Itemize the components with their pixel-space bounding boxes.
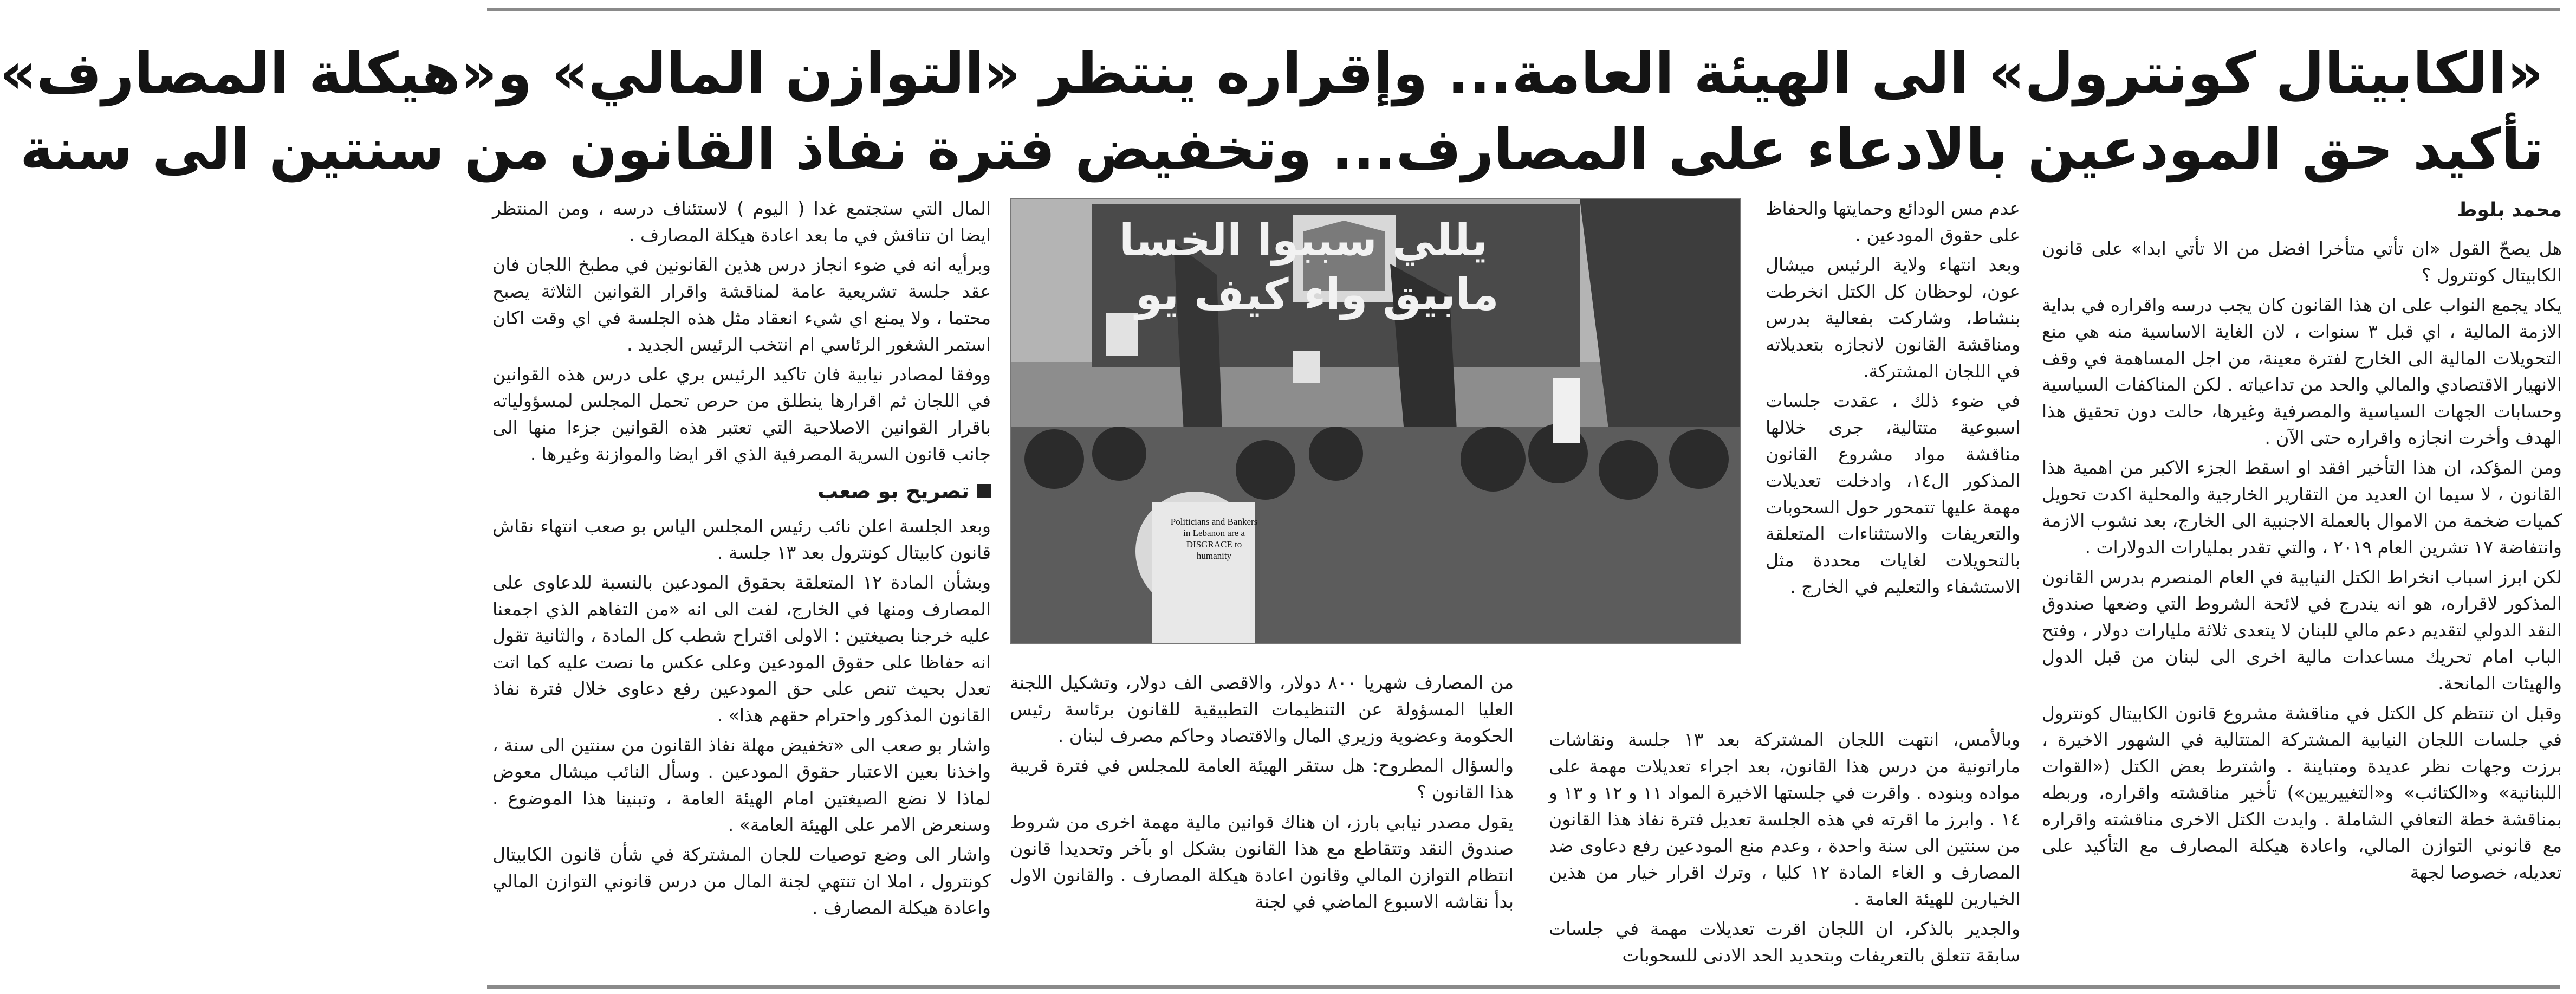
paragraph: وبعد انتهاء ولاية الرئيس ميشال عون، لوحظان كل الكتل انخرطت بنشاط، وشاركت بفعالية بدرس ومناقشة القانون لانجازه بتعديلاته في اللجان المشتركة.: [1766, 254, 2020, 382]
paragraph: وبعد الجلسة اعلن نائب رئيس المجلس الياس بو صعب انتهاء نقاش قانون كابيتال كونترول بعد ١٣ جلسة .: [492, 515, 991, 563]
protest-photo-graphic: [1011, 199, 1740, 643]
protest-sign-text: Politicians and Bankers in Lebanon are a DISGRACE to humanity: [1170, 517, 1258, 561]
paragraph: لكن ابرز اسباب انخراط الكتل النيابية في العام المنصرم بدرس القانون المذكور لاقراره، هو انه يندرج في لائحة الشروط التي وضعها صندوق النقد الدولي لتقديم دعم مالي للبنان لا يتعدى ثلاثة مليارات دولار ، وفتح الباب امام تحريك مساعدات مالية اخرى الى لبنان من قبل الدول والهيئات المانحة.: [2042, 566, 2562, 694]
paragraph: من المصارف شهريا ٨٠٠ دولار، والاقصى الف دولار، وتشكيل اللجنة العليا المسؤولة عن التنظيمات التطبيقية للقانون برئاسة رئيس الحكومة وعضوية وزيري المال والاقتصاد وحاكم مصرف لبنان .: [1010, 672, 1514, 746]
paragraph: وقبل ان تنتظم كل الكتل في مناقشة مشروع قانون الكابيتال كونترول في جلسات اللجان النيابية المشتركة المتتالية في الشهور الاخيرة ، برزت وجهات نظر عديدة ومتباينة . واشترط بعض الكتل («القوات اللبنانية» و«الكتائب» و«التغييريين») تأخير مناقشته واقراره، وربطه بمناقشة خطة التعافي الشاملة . وايدت الكتل الاخرى مناقشته واقراره مع قانوني التوازن المالي، واعادة هيكلة المصارف مع التأكيد على تعديله، خصوصا لجهة: [2042, 702, 2562, 883]
paragraph: والجدير بالذكر، ان اللجان اقرت تعديلات مهمة في جلسات سابقة تتعلق بالتعريفات وبتحديد الحد الادنى للسحوبات: [1549, 918, 2020, 966]
paragraph: هل يصحّ القول «ان تأتي متأخرا افضل من الا تأتي ابدا» على قانون الكابيتال كونترول ؟: [2042, 238, 2562, 286]
paragraph: يقول مصدر نيابي بارز، ان هناك قوانين مالية مهمة اخرى من شروط صندوق النقد وتتقاطع مع هذا القانون بشكل او بآخر وتحديدا قانون انتظام التوازن المالي وقانون اعادة هيكلة المصارف . والقانون الاول بدأ نقاشه الاسبوع الماضي في لجنة: [1010, 811, 1514, 912]
paragraph: يكاد يجمع النواب على ان هذا القانون كان يجب درسه واقراره في بداية الازمة المالية ، اي قبل ٣ سنوات ، لان الغاية الاساسية منه هي منع التحويلات المالية الى الخارج لفترة معينة، من اجل المساهمة في وقف الانهيار الاقتصادي والمالي والحد من تداعياته . لكن المناكفات السياسية وحسابات الجهات السياسية والمصرفية وغيرها، حالت دون تحقيق هذا الهدف وأخرت انجازه واقراره حتى الآن .: [2042, 294, 2562, 448]
top-rule: [487, 8, 2560, 11]
paragraph: المال التي ستجتمع غدا ( اليوم ) لاستئناف درسه ، ومن المنتظر ايضا ان تناقش في ما بعد اعادة هيكلة المصارف .: [492, 198, 991, 246]
subheading-text: تصريح بو صعب: [817, 479, 969, 503]
banner-slogan-1: يللي سببوا الخسا: [1119, 215, 1488, 266]
subheading: [492, 475, 991, 507]
square-bullet-icon: [977, 484, 991, 498]
paragraph: ومن المؤكد، ان هذا التأخير افقد او اسقط الجزء الاكبر من اهمية هذا القانون ، لا سيما ان العديد من التقارير الخارجية والمحلية اكدت تحويل كميات ضخمة من الاموال بالعملة الاجنبية الى الخارج، بعد نشوب الازمة وانتفاضة ١٧ تشرين العام ٢٠١٩ ، والتي تقدر بمليارات الدولارات .: [2042, 457, 2562, 558]
article-column-3: [1010, 669, 1514, 984]
article-column-4: [492, 195, 991, 981]
paragraph: وبشأن المادة ١٢ المتعلقة بحقوق المودعين بالنسبة للدعاوى على المصارف ومنها في الخارج، لفت الى انه «من التفاهم الذي اجمعنا عليه خرجنا بصيغتين : الاولى اقتراح شطب كل المادة ، والثانية تقول انه حفاظا على حقوق المودعين وعلى عكس ما نصت عليه كما اتت تعدل بحيث تنص على حق المودعين رفع دعاوى خلال فترة نفاذ القانون المذكور واحترام حقهم هذا» .: [492, 572, 991, 726]
headline-line-1: «الكابيتال كونترول» الى الهيئة العامة... وإقراره ينتظر «التوازن المالي» و«هيكلة المصارف»: [0, 40, 2543, 106]
paragraph: واشار بو صعب الى «تخفيض مهلة نفاذ القانون من سنتين الى سنة ، واخذنا بعين الاعتبار حقوق المودعين . وسأل النائب ميشال معوض لماذا لا نضع الصيغتين امام الهيئة العامة ، وتبنينا هذا الموضوع . وسنعرض الامر على الهيئة العامة» .: [492, 734, 991, 835]
paragraph: واشار الى وضع توصيات للجان المشتركة في شأن قانون الكابيتال كونترول ، املا ان تنتهي لجنة المال من درس قانوني التوازن المالي واعادة هيكلة المصارف .: [492, 844, 991, 918]
byline: محمد بلوط: [2457, 199, 2562, 221]
paragraph: والسؤال المطروح: هل ستقر الهيئة العامة للمجلس في فترة قريبة هذا القانون ؟: [1010, 755, 1514, 803]
paragraph: في ضوء ذلك ، عقدت جلسات اسبوعية متتالية، جرى خلالها مناقشة مواد مشروع القانون المذكور ال١٤، وادخلت تعديلات مهمة عليها تتمحور حول السحوبات والتعريفات والاستثناءات المتعلقة بالتحويلات لغايات محددة مثل الاستشفاء والتعليم في الخارج .: [1766, 390, 2020, 597]
paragraph: عدم مس الودائع وحمايتها والحفاظ على حقوق المودعين .: [1766, 198, 2020, 246]
bottom-rule: [487, 985, 2560, 989]
headline-line-2: تأكيد حق المودعين بالادعاء على المصارف... وتخفيض فترة نفاذ القانون من سنتين الى سنة: [20, 116, 2543, 182]
paragraph: ووفقا لمصادر نيابية فان تاكيد الرئيس بري على درس هذه القوانين في اللجان ثم اقرارها ينطلق من حرص تحمل المجلس لمسؤولياته باقرار القوانين الاصلاحية التي تعتبر هذه القوانين جزءا منها الى جانب قانون السرية المصرفية الذي اقر ايضا والموازنة وغيرها .: [492, 364, 991, 464]
paragraph: وبالأمس، انتهت اللجان المشتركة بعد ١٣ جلسة ونقاشات ماراتونية من درس هذا القانون، بعد اجراء تعديلات مهمة على مواده وبنوده . واقرت في جلستها الاخيرة المواد ١١ و ١٢ و ١٣ و ١٤ . وابرز ما اقرته في هذه الجلسة تعديل فترة نفاذ هذا القانون من سنتين الى سنة واحدة ، وعدم منع المودعين رفع دعاوى ضد المصارف و الغاء المادة ١٢ كليا ، وترك اقرار خيار من هذين الخيارين للهيئة العامة .: [1549, 729, 2021, 909]
article-column-2: [1766, 195, 2020, 737]
article-column-2-continued: [1549, 726, 2020, 984]
paragraph: وبرأيه انه في ضوء انجاز درس هذين القانونين في مطبخ اللجان فان عقد جلسة تشريعية عامة لمناقشة واقرار القوانين الثلاثة يصبح محتما ، ولا يمنع اي شيء انعقاد مثل هذه الجلسة في اي وقت اكان استمر الشغور الرئاسي ام انتخب الرئيس الجديد .: [492, 254, 991, 355]
protest-photo: [1010, 198, 1741, 644]
banner-slogan-2: مابيق واء كيف يو: [1135, 269, 1499, 320]
article-column-1: [2042, 195, 2562, 981]
